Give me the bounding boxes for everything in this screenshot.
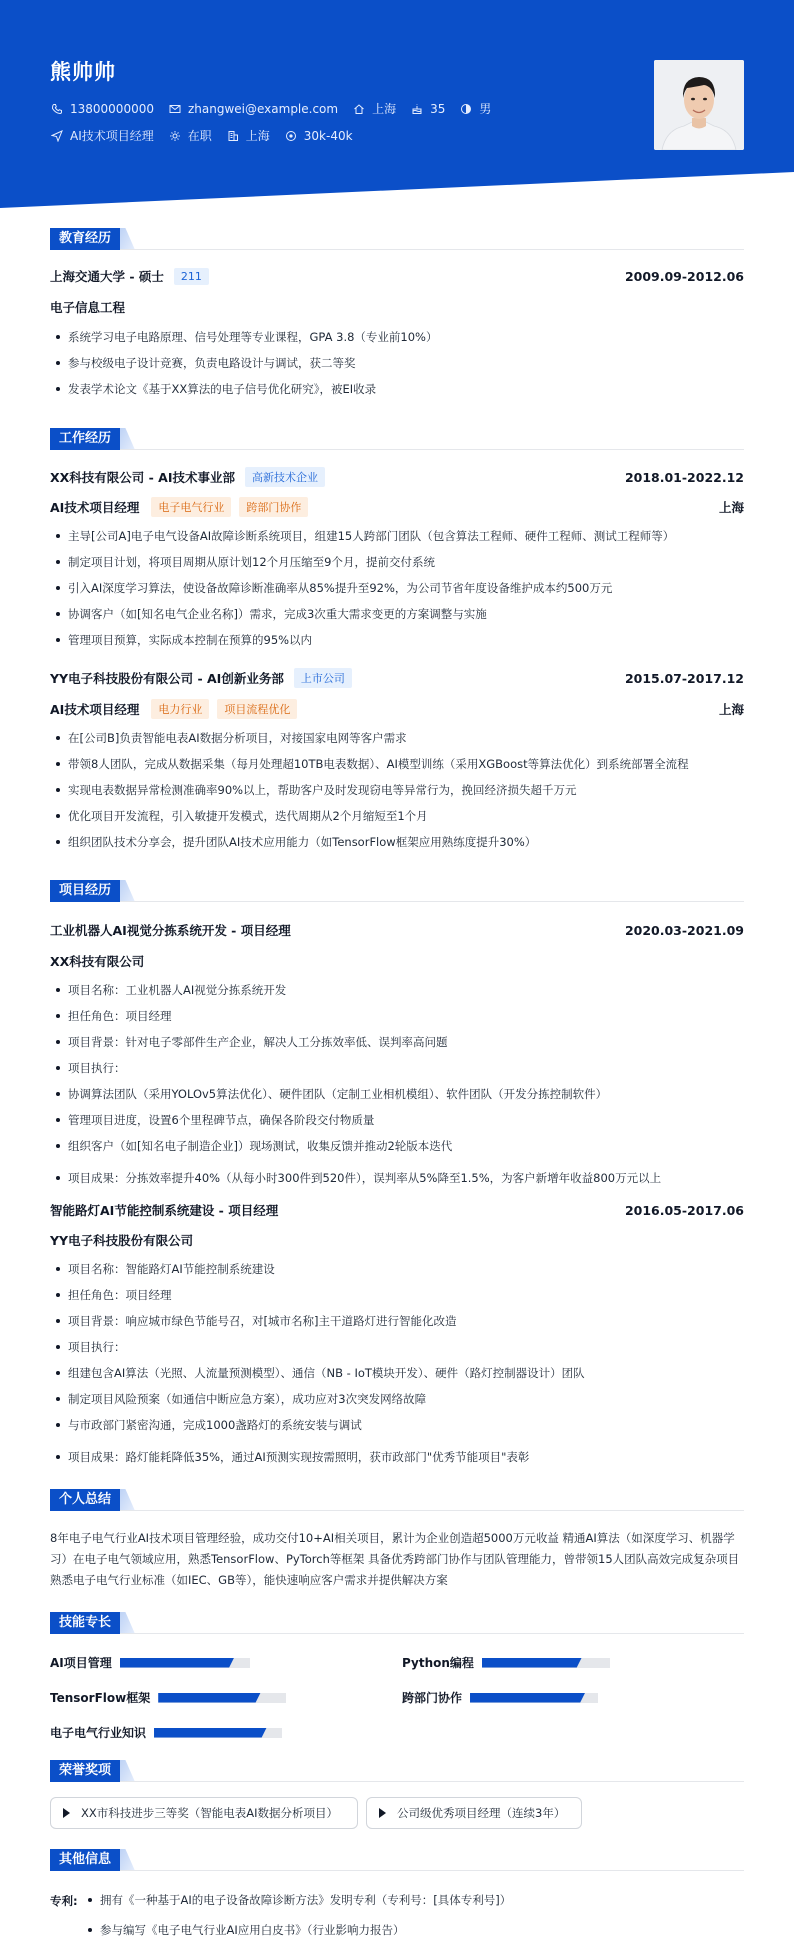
list-item: 参与校级电子设计竞赛，负责电路设计与调试，获二等奖 <box>50 350 750 376</box>
list-item: 组织团队技术分享会，提升团队AI技术应用能力（如TensorFlow框架应用熟练度提升30%） <box>50 829 750 855</box>
award-card <box>366 1797 582 1829</box>
section-divider <box>50 1510 744 1511</box>
skill-item <box>402 1689 598 1706</box>
major-name: 电子信息工程 <box>50 300 126 315</box>
section-tail <box>119 1849 135 1871</box>
award-text: 公司级优秀项目经理（连续3年） <box>397 1806 566 1820</box>
job-role: AI技术项目经理 <box>50 500 140 515</box>
play-icon <box>63 1808 70 1818</box>
cake-icon <box>410 102 424 116</box>
skill-bar <box>154 1728 282 1738</box>
list-item: 组建包含AI算法（光照、人流量预测模型）、通信（NB - IoT模块开发）、硬件（路灯控制器设计）团队 <box>50 1360 750 1386</box>
list-item: 参与编写《电子电气行业AI应用白皮书》（行业影响力报告） <box>82 1917 742 1943</box>
skill-name: 跨部门协作 <box>402 1691 463 1705</box>
role-tag: 电力行业 <box>151 699 209 719</box>
education-header-row <box>50 267 744 285</box>
location-info <box>352 100 396 117</box>
project-date: 2020.03-2021.09 <box>624 922 744 938</box>
skills-section-title <box>50 1612 135 1634</box>
list-item: 项目成果：路灯能耗降低35%，通过AI预测实现按需照明，获市政部门"优秀节能项目"表彰 <box>50 1444 750 1470</box>
education-section-title <box>50 228 135 250</box>
city-info <box>226 127 270 144</box>
list-item: 系统学习电子电路原理、信号处理等专业课程，GPA 3.8（专业前10%） <box>50 324 750 350</box>
play-icon <box>379 1808 386 1818</box>
location-text: 上海 <box>372 102 397 116</box>
work-bullets <box>50 725 750 855</box>
list-item: 发表学术论文《基于XX算法的电子信号优化研究》，被EI收录 <box>50 376 750 402</box>
target-icon <box>284 129 298 143</box>
list-item: 担任角色：项目经理 <box>50 1282 750 1308</box>
gear-icon <box>168 129 182 143</box>
city-text: 上海 <box>245 129 270 143</box>
work-date: 2018.01-2022.12 <box>624 469 744 485</box>
skill-fill <box>158 1693 260 1703</box>
list-item: 项目背景：针对电子零部件生产企业，解决人工分拣效率低、误判率高问题 <box>50 1029 750 1055</box>
job-intent-row <box>50 127 367 144</box>
project-header-row <box>50 921 744 939</box>
list-item: 实现电表数据异常检测准确率90%以上，帮助客户及时发现窃电等异常行为，挽回经济损失超千万元 <box>50 777 750 803</box>
section-tail <box>119 1760 135 1782</box>
section-label: 项目经历 <box>50 880 120 902</box>
award-text: XX市科技进步三等奖（智能电表AI数据分析项目） <box>81 1806 339 1820</box>
work-role-row <box>50 699 744 719</box>
skill-name: AI项目管理 <box>50 1656 112 1670</box>
skill-bar <box>470 1693 598 1703</box>
project-company: YY电子科技股份有限公司 <box>50 1233 194 1248</box>
section-divider <box>50 449 744 450</box>
list-item: 协调客户（如[知名电气企业名称]）需求，完成3次重大需求变更的方案调整与实施 <box>50 601 750 627</box>
skill-item <box>402 1654 610 1671</box>
section-tail <box>119 1612 135 1634</box>
skill-item <box>50 1689 286 1706</box>
candidate-name: 熊帅帅 <box>50 60 116 84</box>
skill-bar <box>482 1658 610 1668</box>
list-item: 项目成果：分拣效率提升40%（从每小时300件到520件），误判率从5%降至1.5%，为客户新增年收益800万元以上 <box>50 1165 750 1191</box>
list-item: 制定项目计划，将项目周期从原计划12个月压缩至9个月，提前交付系统 <box>50 549 750 575</box>
section-divider <box>50 249 744 250</box>
company-name: YY电子科技股份有限公司 - AI创新业务部 <box>50 671 284 686</box>
email-info <box>168 102 338 116</box>
skill-fill <box>470 1693 585 1703</box>
gender-icon <box>459 102 473 116</box>
school-tag: 211 <box>174 268 209 285</box>
phone-info <box>50 102 154 116</box>
section-label: 荣誉奖项 <box>50 1760 120 1782</box>
salary-text: 30k-40k <box>303 128 353 143</box>
school-name: 上海交通大学 - 硕士 <box>50 269 164 284</box>
status-info <box>168 127 212 144</box>
home-icon <box>352 102 366 116</box>
skill-bar <box>120 1658 250 1668</box>
section-tail <box>119 428 135 450</box>
work-bullets <box>50 523 750 653</box>
age-info <box>410 102 445 116</box>
profile-photo <box>654 60 744 150</box>
honors-section-title <box>50 1760 135 1782</box>
list-item: 在[公司B]负责智能电表AI数据分析项目，对接国家电网等客户需求 <box>50 725 750 751</box>
list-item: 拥有《一种基于AI的电子设备故障诊断方法》发明专利（专利号：[具体专利号]） <box>82 1887 742 1913</box>
list-item: 组织客户（如[知名电子制造企业]）现场测试，收集反馈并推动2轮版本迭代 <box>50 1133 750 1159</box>
project-name: 工业机器人AI视觉分拣系统开发 - 项目经理 <box>50 923 291 938</box>
project-bullets <box>50 1256 750 1470</box>
phone-icon <box>50 102 64 116</box>
company-tag: 高新技术企业 <box>245 467 325 487</box>
company-name: XX科技有限公司 - AI技术事业部 <box>50 470 235 485</box>
work-date: 2015.07-2017.12 <box>624 670 744 686</box>
project-bullets <box>50 977 750 1191</box>
section-tail <box>119 1489 135 1511</box>
contact-row <box>50 100 505 117</box>
skill-fill <box>154 1728 267 1738</box>
section-divider <box>50 1633 744 1634</box>
work-city: 上海 <box>718 500 744 515</box>
skill-bar <box>158 1693 286 1703</box>
list-item: 优化项目开发流程，引入敏捷开发模式，迭代周期从2个月缩短至1个月 <box>50 803 750 829</box>
salary-info <box>284 129 353 143</box>
section-label: 技能专长 <box>50 1612 120 1634</box>
project-name: 智能路灯AI节能控制系统建设 - 项目经理 <box>50 1203 279 1218</box>
list-item: 项目名称：工业机器人AI视觉分拣系统开发 <box>50 977 750 1003</box>
resume-header <box>0 0 794 215</box>
role-tag: 项目流程优化 <box>217 699 297 719</box>
education-date: 2009.09-2012.06 <box>624 268 744 284</box>
skill-name: 电子电气行业知识 <box>50 1726 147 1740</box>
list-item: 担任角色：项目经理 <box>50 1003 750 1029</box>
email-text: zhangwei@example.com <box>187 101 339 116</box>
work-city: 上海 <box>718 702 744 717</box>
role-tag: 电子电气行业 <box>151 497 231 517</box>
work-section-title <box>50 428 135 450</box>
list-item: 项目执行： <box>50 1334 750 1360</box>
job-role: AI技术项目经理 <box>50 702 140 717</box>
list-item: 项目执行： <box>50 1055 750 1081</box>
status-text: 在职 <box>187 129 212 143</box>
send-icon <box>50 129 64 143</box>
age-text: 35 <box>430 101 446 116</box>
list-item: 管理项目进度，设置6个里程碑节点，确保各阶段交付物质量 <box>50 1107 750 1133</box>
other-section-title <box>50 1849 135 1871</box>
skill-fill <box>482 1658 582 1668</box>
skill-fill <box>120 1658 234 1668</box>
section-tail <box>119 228 135 250</box>
education-bullets <box>50 324 750 402</box>
section-divider <box>50 1870 744 1871</box>
section-label: 教育经历 <box>50 228 120 250</box>
award-card <box>50 1797 358 1829</box>
project-header-row <box>50 1201 744 1219</box>
list-item: 主导[公司A]电子电气设备AI故障诊断系统项目，组建15人跨部门团队（包含算法工程师、硬件工程师、测试工程师等） <box>50 523 750 549</box>
section-divider <box>50 901 744 902</box>
list-item: 协调算法团队（采用YOLOv5算法优化）、硬件团队（定制工业相机模组）、软件团队（开发分拣控制软件） <box>50 1081 750 1107</box>
section-label: 个人总结 <box>50 1489 120 1511</box>
list-item: 引入AI深度学习算法，使设备故障诊断准确率从85%提升至92%，为公司节省年度设备维护成本约500万元 <box>50 575 750 601</box>
mail-icon <box>168 102 182 116</box>
section-label: 工作经历 <box>50 428 120 450</box>
project-date: 2016.05-2017.06 <box>624 1202 744 1218</box>
role-text: AI技术项目经理 <box>70 129 154 143</box>
project-company: XX科技有限公司 <box>50 954 145 969</box>
role-info <box>50 127 154 144</box>
gender-info <box>459 100 491 117</box>
list-item: 项目背景：响应城市绿色节能号召，对[城市名称]主干道路灯进行智能化改造 <box>50 1308 750 1334</box>
work-header-row <box>50 668 744 688</box>
list-item: 带领8人团队，完成从数据采集（每月处理超10TB电表数据）、AI模型训练（采用XGBoost等算法优化）到系统部署全流程 <box>50 751 750 777</box>
skill-item <box>50 1654 250 1671</box>
project-section-title <box>50 880 135 902</box>
section-label: 其他信息 <box>50 1849 120 1871</box>
skill-name: Python编程 <box>402 1656 474 1670</box>
building-icon <box>226 129 240 143</box>
role-tag: 跨部门协作 <box>239 497 308 517</box>
summary-text: 8年电子电气行业AI技术项目管理经验，成功交付10+AI相关项目，累计为企业创造超5000万元收益 精通AI算法（如深度学习、机器学习）在电子电气领域应用，熟悉TensorFlow、PyTorch等框架 具备优秀跨部门协作与团队管理能力，曾带领15人团队高效完成复杂项目 熟悉电子电气行业标准（如IEC、GB等），能快速响应客户需求并提供解决方案 <box>50 1531 740 1587</box>
gender-text: 男 <box>479 102 492 116</box>
skill-name: TensorFlow框架 <box>50 1691 151 1705</box>
section-divider <box>50 1781 744 1782</box>
phone-text: 13800000000 <box>70 101 154 116</box>
skill-item <box>50 1724 282 1741</box>
company-tag: 上市公司 <box>294 668 352 688</box>
patent-label: 专利: <box>50 1894 78 1908</box>
other-bullets <box>82 1887 742 1943</box>
list-item: 制定项目风险预案（如通信中断应急方案），成功应对3次突发网络故障 <box>50 1386 750 1412</box>
work-header-row <box>50 467 744 487</box>
list-item: 与市政部门紧密沟通，完成1000盏路灯的系统安装与调试 <box>50 1412 750 1438</box>
work-role-row <box>50 497 744 517</box>
list-item: 管理项目预算，实际成本控制在预算的95%以内 <box>50 627 750 653</box>
summary-section-title <box>50 1489 135 1511</box>
section-tail <box>119 880 135 902</box>
list-item: 项目名称：智能路灯AI节能控制系统建设 <box>50 1256 750 1282</box>
